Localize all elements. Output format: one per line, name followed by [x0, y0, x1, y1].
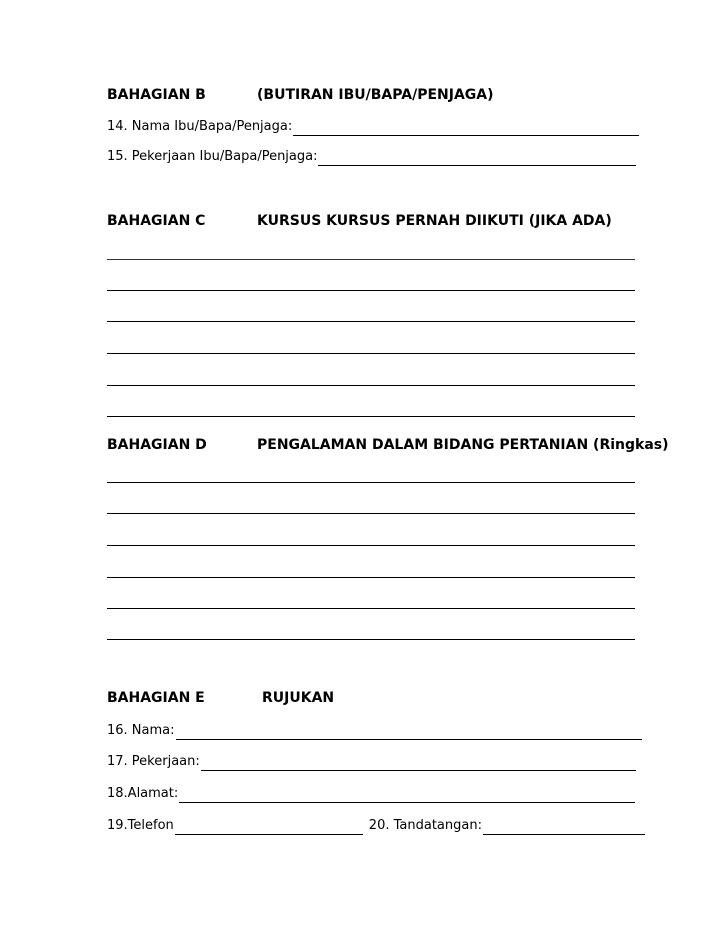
experience-line[interactable] — [107, 608, 635, 609]
referee-phone-label: 19.Telefon — [107, 818, 174, 833]
referee-address-blank[interactable] — [179, 788, 635, 803]
referee-phone-signature-row — [107, 817, 645, 835]
section-e-title: RUJUKAN — [262, 690, 335, 706]
section-c-title: KURSUS KURSUS PERNAH DIIKUTI (JIKA ADA) — [257, 213, 612, 229]
course-line[interactable] — [107, 259, 635, 260]
referee-occupation-field[interactable] — [107, 753, 636, 771]
experience-line[interactable] — [107, 577, 635, 578]
experience-line[interactable] — [107, 639, 635, 640]
referee-occupation-label: 17. Pekerjaan: — [107, 754, 200, 769]
referee-address-label: 18.Alamat: — [107, 786, 179, 801]
course-line[interactable] — [107, 385, 635, 386]
course-line[interactable] — [107, 353, 635, 354]
parent-occupation-label: 15. Pekerjaan Ibu/Bapa/Penjaga: — [107, 149, 318, 164]
parent-name-label: 14. Nama Ibu/Bapa/Penjaga: — [107, 119, 293, 134]
parent-name-field[interactable] — [107, 118, 639, 136]
course-line[interactable] — [107, 321, 635, 322]
section-c-label: BAHAGIAN C — [107, 213, 206, 229]
referee-occupation-blank[interactable] — [201, 756, 636, 771]
experience-line[interactable] — [107, 513, 635, 514]
section-d-label: BAHAGIAN D — [107, 437, 207, 453]
section-b-title: (BUTIRAN IBU/BAPA/PENJAGA) — [257, 87, 494, 103]
course-line[interactable] — [107, 416, 635, 417]
referee-signature-blank[interactable] — [483, 820, 645, 835]
section-b-label: BAHAGIAN B — [107, 87, 206, 103]
section-b-heading — [107, 86, 494, 104]
referee-name-blank[interactable] — [176, 725, 642, 740]
referee-name-label: 16. Nama: — [107, 723, 175, 738]
section-c-heading — [107, 212, 612, 230]
parent-occupation-blank[interactable] — [318, 151, 636, 166]
referee-name-field[interactable] — [107, 722, 642, 740]
referee-signature-label: 20. Tandatangan: — [368, 818, 482, 833]
referee-address-field[interactable] — [107, 785, 635, 803]
section-e-heading — [107, 689, 335, 707]
referee-phone-blank[interactable] — [175, 820, 363, 835]
parent-occupation-field[interactable] — [107, 148, 636, 166]
parent-name-blank[interactable] — [293, 121, 639, 136]
section-e-label: BAHAGIAN E — [107, 690, 205, 706]
experience-line[interactable] — [107, 482, 635, 483]
experience-line[interactable] — [107, 545, 635, 546]
section-d-heading — [107, 436, 669, 454]
course-line[interactable] — [107, 290, 635, 291]
section-d-title: PENGALAMAN DALAM BIDANG PERTANIAN (Ringkas) — [257, 437, 669, 453]
